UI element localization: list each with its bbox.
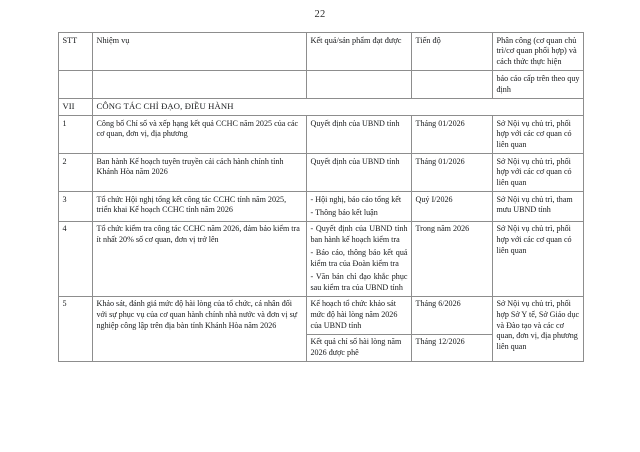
cell-assignment: Sở Nội vụ chủ trì, phối hợp với các cơ quan có liên quan (493, 221, 584, 296)
cell-progress: Quý I/2026 (412, 192, 493, 222)
cell-progress: Tháng 12/2026 (412, 334, 493, 361)
cell-assignment: Sở Nội vụ chủ trì, phối hợp với các cơ quan có liên quan (493, 154, 584, 192)
header-result: Kết quả/sản phẩm đạt được (307, 33, 412, 71)
result-line: - Văn bản chỉ đạo khắc phục sau kiểm tra của UBND tỉnh (310, 272, 408, 292)
table-row (59, 296, 584, 334)
cell-result: Quyết định của UBND tỉnh (307, 116, 412, 154)
cell-task: Tổ chức kiểm tra công tác CCHC năm 2026, đảm bảo kiểm tra ít nhất 20% số cơ quan, đơn vị trở lên (93, 221, 307, 296)
cell-stt: 4 (59, 221, 93, 296)
cell-assignment: Sở Nội vụ chủ trì, phối hợp với các cơ quan có liên quan (493, 116, 584, 154)
result-line: - Thông báo kết luận (310, 207, 378, 217)
cell-progress: Trong năm 2026 (412, 221, 493, 296)
cell-result (307, 221, 412, 296)
cell-stt: 3 (59, 192, 93, 222)
result-line: - Quyết định của UBND tỉnh ban hành kế hoạch kiểm tra (310, 224, 408, 245)
table-row (59, 154, 584, 192)
table-row (59, 116, 584, 154)
table-body (59, 71, 584, 362)
cell-result (307, 71, 412, 98)
table-row-section (59, 98, 584, 115)
page-number: 22 (314, 9, 326, 20)
cell-progress: Tháng 01/2026 (412, 116, 493, 154)
cell-result: Kết quả chỉ số hài lòng năm 2026 được phê (307, 334, 412, 361)
cell-task (93, 71, 307, 98)
cell-stt (59, 71, 93, 98)
result-line: - Hội nghị, báo cáo tổng kết (310, 194, 402, 204)
table-container (58, 32, 583, 362)
result-line: - Báo cáo, thông báo kết quả kiểm tra của Đoàn kiểm tra (310, 248, 408, 268)
cell-stt: 5 (59, 296, 93, 361)
cell-stt: 1 (59, 116, 93, 154)
table-row (59, 192, 584, 222)
cell-assignment: Sở Nội vụ chủ trì, phối hợp Sở Y tế, Sở Giáo dục và Đào tạo và các cơ quan, đơn vị, địa phương liên quan (493, 296, 584, 361)
cell-assignment: báo cáo cấp trên theo quy định (493, 71, 584, 98)
cchc-task-table (58, 32, 584, 362)
table-row (59, 221, 584, 296)
cell-task: Công bố Chỉ số và xếp hạng kết quả CCHC năm 2025 của các cơ quan, đơn vị, địa phương (93, 116, 307, 154)
cell-result: Kế hoạch tổ chức khảo sát mức độ hài lòng năm 2026 của UBND tỉnh (307, 296, 412, 334)
cell-progress: Tháng 6/2026 (412, 296, 493, 334)
cell-progress: Tháng 01/2026 (412, 154, 493, 192)
cell-assignment: Sở Nội vụ chủ trì, tham mưu UBND tỉnh (493, 192, 584, 222)
table-row-continuation (59, 71, 584, 98)
cell-progress (412, 71, 493, 98)
header-task: Nhiệm vụ (93, 33, 307, 71)
cell-task: Tổ chức Hội nghị tổng kết công tác CCHC tỉnh năm 2025, triển khai Kế hoạch CCHC tỉnh năm 2026 (93, 192, 307, 222)
section-title: CÔNG TÁC CHỈ ĐẠO, ĐIỀU HÀNH (93, 98, 584, 115)
header-progress: Tiến độ (412, 33, 493, 71)
cell-task: Ban hành Kế hoạch tuyên truyền cải cách hành chính tỉnh Khánh Hòa năm 2026 (93, 154, 307, 192)
header-row (59, 33, 584, 71)
cell-stt: 2 (59, 154, 93, 192)
header-stt: STT (59, 33, 93, 71)
cell-task: Khảo sát, đánh giá mức độ hài lòng của tổ chức, cá nhân đối với sự phục vụ của cơ quan hành chính nhà nước và đơn vị sự nghiệp công lập trên địa bàn tỉnh Khánh Hòa năm 2026 (93, 296, 307, 361)
header-assignment: Phân công (cơ quan chủ trì/cơ quan phối hợp) và cách thức thực hiện (493, 33, 584, 71)
cell-result: Quyết định của UBND tỉnh (307, 154, 412, 192)
cell-result (307, 192, 412, 222)
section-number: VII (59, 98, 93, 115)
table-header (59, 33, 584, 71)
